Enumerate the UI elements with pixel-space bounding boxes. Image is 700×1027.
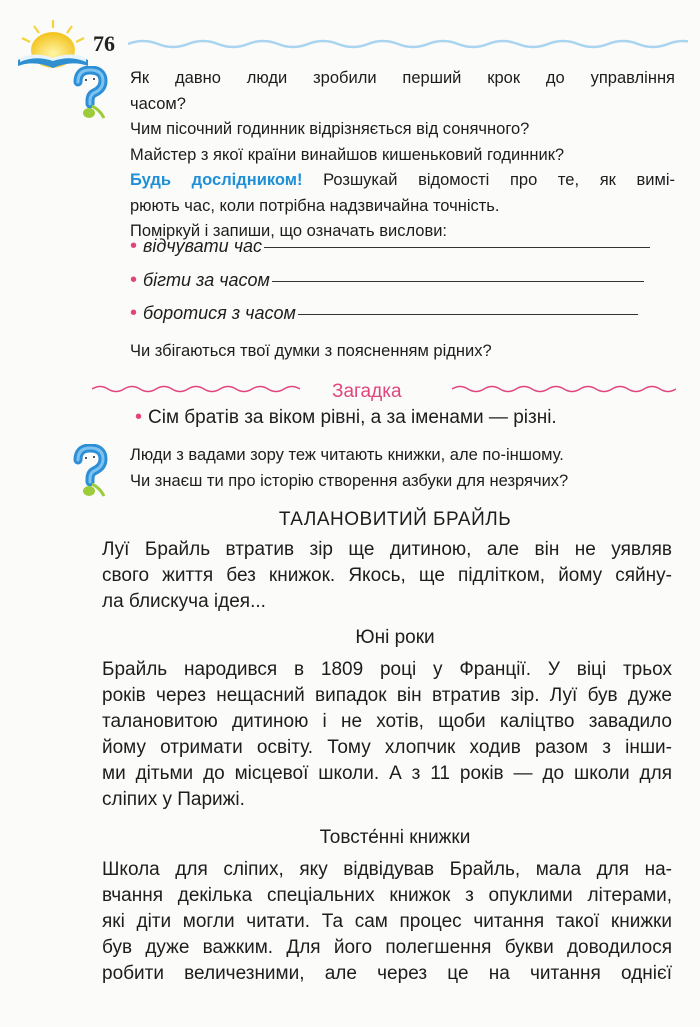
- page-number: 76: [93, 31, 115, 56]
- text-line: вчання декілька спеціальних книжок з опуклими літерами,: [102, 885, 672, 906]
- text-line: Школа для сліпих, яку відвідував Брайль, мала для на-: [102, 859, 672, 880]
- answer-line[interactable]: [298, 314, 638, 315]
- text-line: робити величезними, але через це на читання однієї: [102, 963, 672, 984]
- text-line: Брайль народився в 1809 році у Франції. У віці трьох: [102, 659, 672, 680]
- question-mark-icon: [70, 66, 110, 122]
- bullet-icon: •: [130, 235, 138, 257]
- text-line: років через нещасний випадок він втратив зір. Луї був дуже: [102, 685, 672, 706]
- article-title: ТАЛАНОВИТИЙ БРАЙЛЬ: [278, 509, 512, 530]
- riddle-wave-left: [92, 382, 300, 394]
- riddle-title: Загадка: [332, 381, 402, 402]
- bullet-icon: •: [130, 269, 138, 291]
- answer-line[interactable]: [264, 247, 650, 248]
- section-1-text: [102, 657, 672, 813]
- riddle-item: [135, 406, 557, 429]
- expression-item: [130, 302, 638, 325]
- expression-text: відчувати час: [143, 236, 263, 256]
- text-line: ла блискуча ідея...: [102, 591, 266, 612]
- question-line: часом?: [130, 94, 186, 113]
- answer-line[interactable]: [272, 281, 644, 282]
- expression-text: бігти за часом: [143, 270, 270, 290]
- research-line-2: рюють час, коли потрібна надзвичайна точність.: [130, 196, 500, 215]
- question-line: Чим пісочний годинник відрізняється від сонячного?: [130, 120, 530, 138]
- text-line: ми дітьми до місцевої школи. А з 11 років — до школи для: [102, 763, 672, 784]
- sun-book-icon: [14, 18, 92, 70]
- text-line: талановитою дитиною і не хотів, щоби каліцтво завадило: [102, 711, 672, 732]
- research-label: Будь дослідником!: [130, 171, 303, 189]
- question-line: Чи знаєш ти про історію створення азбуки для незрячих?: [130, 471, 569, 490]
- text-line: які діти могли читати. Та сам процес читання такої книжки: [102, 911, 672, 932]
- text-line: був дуже важким. Для його полегшення букви доводилося: [102, 937, 672, 958]
- question-mark-icon: [70, 444, 110, 500]
- think-line: Поміркуй і запиши, що означать вислови:: [130, 222, 448, 240]
- section-title: Товсте́нні книжки: [319, 827, 471, 848]
- question-line: Як давно люди зробили перший крок до управління: [130, 69, 675, 87]
- questions-block-2: [130, 443, 675, 494]
- bullet-icon: •: [135, 406, 143, 428]
- text-line: йому отримати освіту. Тому хлопчик ходив разом з інши-: [102, 737, 672, 758]
- text-line: Луї Брайль втратив зір ще дитиною, але він не уявляв: [102, 539, 672, 560]
- expression-text: боротися з часом: [143, 303, 296, 323]
- section-2-text: [102, 857, 672, 987]
- section-title: Юні роки: [355, 627, 435, 648]
- header-wave: [128, 36, 688, 52]
- compare-question: Чи збігаються твої думки з поясненням рідних?: [130, 342, 492, 360]
- text-line: свого життя без книжок. Якось, ще підлітком, йому сяйну-: [102, 565, 672, 586]
- article-intro: [102, 537, 672, 615]
- bullet-icon: •: [130, 302, 138, 324]
- riddle-wave-right: [452, 382, 676, 394]
- expression-item: [130, 269, 644, 292]
- expression-item: [130, 235, 650, 258]
- question-line: Люди з вадами зору теж читають книжки, але по-іншому.: [130, 446, 564, 464]
- riddle-text: Сім братів за віком рівні, а за іменами — різні.: [148, 407, 557, 428]
- research-line: [130, 168, 675, 194]
- text-line: сліпих у Парижі.: [102, 789, 245, 810]
- research-text: Розшукай відомості про те, як вимі-: [302, 171, 676, 189]
- questions-block: [130, 66, 675, 245]
- question-line: Майстер з якої країни винайшов кишеньковий годинник?: [130, 145, 565, 164]
